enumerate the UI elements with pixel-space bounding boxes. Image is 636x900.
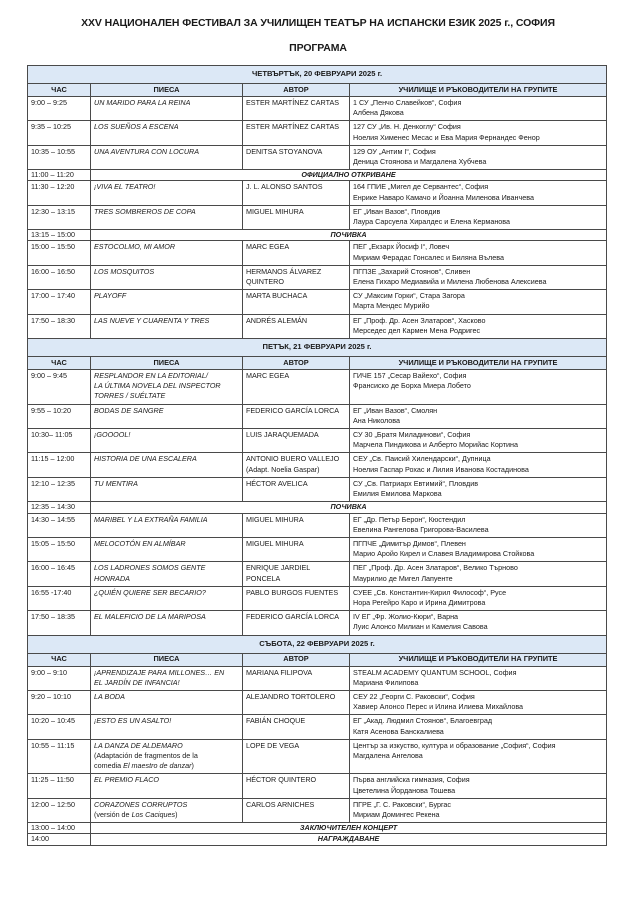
play-title-line: HISTORIA DE UNA ESCALERA	[94, 454, 197, 464]
event-row	[28, 834, 607, 845]
play-note-line: (Adaptación de fragmentos de la	[94, 750, 198, 760]
author-line: HERMANOS ÁLVAREZ	[246, 266, 322, 276]
play-title-line: EL PREMIO FLACO	[94, 775, 159, 785]
play-title-line: TU MENTIRA	[94, 478, 138, 488]
column-header-row	[28, 357, 607, 370]
program-table	[27, 65, 607, 846]
performance-row	[28, 97, 607, 121]
author-cell	[243, 205, 350, 229]
school-name: ПГПЗЕ „Захарий Стоянов“, Сливен	[353, 266, 471, 276]
performance-row	[28, 429, 607, 453]
play-cell	[91, 611, 243, 635]
time-cell: 16:00 – 16:50	[28, 265, 91, 289]
program-table-body	[28, 66, 607, 846]
play-title-line: ¡VIVA EL TEATRO!	[94, 182, 156, 192]
play-cell	[91, 404, 243, 428]
author-cell	[243, 739, 350, 774]
author-line: MIGUEL MIHURA	[246, 538, 304, 548]
play-cell	[91, 477, 243, 501]
school-name: СУЕЕ „Св. Константин-Кирил Философ“, Русе	[353, 587, 507, 597]
column-header-row	[28, 84, 607, 97]
time-cell: 15:00 – 15:50	[28, 241, 91, 265]
event-cell: НАГРАЖДАВАНЕ	[91, 834, 607, 845]
school-cell	[350, 97, 607, 121]
group-leaders: Енрике Наваро Камачо и Йоанна Миленова Иванчева	[353, 192, 534, 202]
performance-row	[28, 666, 607, 690]
school-name: ПГПЧЕ „Димитър Димов“, Плевен	[353, 538, 466, 548]
school-cell	[350, 145, 607, 169]
play-cell	[91, 205, 243, 229]
play-title-line: BODAS DE SANGRE	[94, 405, 164, 415]
group-leaders: Елена Гихаро Медиавийа и Милена Любенова Алексиева	[353, 277, 547, 287]
school-name: ГИЧЕ 157 „Сесар Вайехо“, София	[353, 371, 467, 381]
performance-row	[28, 181, 607, 205]
performance-row	[28, 611, 607, 635]
school-cell	[350, 715, 607, 739]
event-row	[28, 170, 607, 181]
author-line: J. L. ALONSO SANTOS	[246, 182, 323, 192]
author-line: DENITSA STOYANOVA	[246, 146, 323, 156]
time-cell: 9:00 – 9:45	[28, 370, 91, 405]
group-leaders: Луис Алонсо Милиан и Камелия Савова	[353, 622, 488, 632]
time-cell: 11:15 – 12:00	[28, 453, 91, 477]
school-name: Първа английска гимназия, София	[353, 775, 470, 785]
author-cell	[243, 181, 350, 205]
author-cell	[243, 241, 350, 265]
play-cell	[91, 739, 243, 774]
play-title-line: MELOCOTÓN EN ALMÍBAR	[94, 538, 186, 548]
group-leaders: Нора Регейро Каро и Ирина Димитрова	[353, 597, 486, 607]
time-cell: 9:35 – 10:25	[28, 121, 91, 145]
play-title-line: LA BODA	[94, 691, 125, 701]
school-cell	[350, 370, 607, 405]
performance-row	[28, 265, 607, 289]
author-cell	[243, 97, 350, 121]
author-cell	[243, 265, 350, 289]
school-name: СУ 30 „Братя Миладинови“, София	[353, 430, 471, 440]
play-note-text: (versión de	[94, 809, 132, 819]
author-line: ALEJANDRO TORTOLERO	[246, 691, 336, 701]
performance-row	[28, 145, 607, 169]
group-leaders: Цветелина Йорданова Тошева	[353, 785, 456, 795]
play-note-line	[94, 761, 239, 771]
school-cell	[350, 611, 607, 635]
play-cell	[91, 145, 243, 169]
play-cell	[91, 666, 243, 690]
play-cell	[91, 562, 243, 586]
play-title-line: LA ÚLTIMA NOVELA DEL INSPECTOR	[94, 381, 221, 391]
author-cell	[243, 477, 350, 501]
author-cell	[243, 562, 350, 586]
play-cell	[91, 537, 243, 561]
school-cell	[350, 477, 607, 501]
school-name: СУ „Св. Патриарх Евтимий“, Пловдив	[353, 478, 479, 488]
play-cell	[91, 121, 243, 145]
group-leaders: Албена Дякова	[353, 108, 404, 118]
author-line: ANDRÉS ALEMÁN	[246, 315, 308, 325]
school-cell	[350, 265, 607, 289]
performance-row	[28, 739, 607, 774]
school-name: 1 СУ „Пенчо Славейков“, София	[353, 98, 462, 107]
time-cell: 13:00 – 14:00	[28, 823, 91, 834]
school-cell	[350, 774, 607, 798]
play-cell	[91, 314, 243, 338]
column-header-author: АВТОР	[243, 357, 350, 370]
author-line: FEDERICO GARCÍA LORCA	[246, 612, 340, 622]
play-cell	[91, 513, 243, 537]
group-leaders: Емилия Емилова Маркова	[353, 489, 442, 499]
play-cell	[91, 181, 243, 205]
author-cell	[243, 404, 350, 428]
school-cell	[350, 429, 607, 453]
day-header-row	[28, 66, 607, 84]
performance-row	[28, 690, 607, 714]
time-cell: 11:25 – 11:50	[28, 774, 91, 798]
time-cell: 17:50 – 18:30	[28, 314, 91, 338]
school-cell	[350, 314, 607, 338]
play-cell	[91, 453, 243, 477]
performance-row	[28, 774, 607, 798]
event-row	[28, 823, 607, 834]
time-cell: 9:20 – 10:10	[28, 690, 91, 714]
play-cell	[91, 290, 243, 314]
column-header-time: ЧАС	[28, 357, 91, 370]
time-cell: 11:00 – 11:20	[28, 170, 91, 181]
play-cell	[91, 586, 243, 610]
performance-row	[28, 798, 607, 822]
author-cell	[243, 715, 350, 739]
day-label: СЪБОТА, 22 ФЕВРУАРИ 2025 г.	[28, 635, 607, 653]
play-cell	[91, 241, 243, 265]
author-line: HÉCTOR QUINTERO	[246, 775, 317, 785]
play-note-italic: Los Caciques	[131, 809, 176, 819]
author-cell	[243, 586, 350, 610]
column-header-play: ПИЕСА	[91, 653, 243, 666]
school-cell	[350, 513, 607, 537]
group-leaders: Франсиско де Борха Миера Лобето	[353, 381, 471, 391]
group-leaders: Марчела Пиндикова и Алберто Морийас Кортина	[353, 440, 518, 450]
author-cell	[243, 453, 350, 477]
performance-row	[28, 477, 607, 501]
school-name: ПЕГ „Проф. Др. Асен Златаров“, Велико Търново	[353, 563, 518, 573]
school-cell	[350, 666, 607, 690]
school-cell	[350, 205, 607, 229]
column-header-author: АВТОР	[243, 653, 350, 666]
document-subtitle: ПРОГРАМА	[289, 42, 347, 54]
column-header-school: УЧИЛИЩЕ И РЪКОВОДИТЕЛИ НА ГРУПИТЕ	[350, 653, 607, 666]
play-cell	[91, 774, 243, 798]
time-cell: 12:00 – 12:50	[28, 798, 91, 822]
performance-row	[28, 241, 607, 265]
day-header-row	[28, 339, 607, 357]
school-name: ЕГ „Акад. Людмил Стоянов“, Благоевград	[353, 716, 493, 726]
performance-row	[28, 513, 607, 537]
author-line: PABLO BURGOS FUENTES	[246, 587, 339, 597]
play-note-text: )	[175, 809, 178, 819]
school-name: ПГРЕ „Г. С. Раковски“, Бургас	[353, 799, 452, 809]
column-header-time: ЧАС	[28, 653, 91, 666]
group-leaders: Ноелия Гаспар Рохас и Лилия Иванова Костадинова	[353, 464, 529, 474]
play-cell	[91, 715, 243, 739]
time-cell: 11:30 – 12:20	[28, 181, 91, 205]
performance-row	[28, 453, 607, 477]
column-header-time: ЧАС	[28, 84, 91, 97]
play-title-line: LA DANZA DE ALDEMARO	[94, 740, 183, 750]
author-line: LUIS JARAQUEMADA	[246, 430, 319, 440]
school-name: ЕГ „Др. Петър Берон“, Кюстендил	[353, 514, 466, 524]
performance-row	[28, 562, 607, 586]
day-header-row	[28, 635, 607, 653]
time-cell: 10:30– 11:05	[28, 429, 91, 453]
author-line: LOPE DE VEGA	[246, 740, 300, 750]
author-cell	[243, 798, 350, 822]
school-name: Център за изкуство, култура и образование „София“, София	[353, 740, 556, 750]
play-cell	[91, 690, 243, 714]
school-cell	[350, 121, 607, 145]
author-cell	[243, 429, 350, 453]
author-cell	[243, 537, 350, 561]
school-name: СЕУ 22 „Георги С. Раковски“, София	[353, 691, 475, 701]
school-name: СЕУ „Св. Паисий Хилендарски“, Дупница	[353, 454, 491, 464]
performance-row	[28, 586, 607, 610]
day-label: ПЕТЪК, 21 ФЕВРУАРИ 2025 г.	[28, 339, 607, 357]
group-leaders: Марио Аройо Кирел и Славея Владимирова Стойкова	[353, 549, 535, 559]
column-header-school: УЧИЛИЩЕ И РЪКОВОДИТЕЛИ НА ГРУПИТЕ	[350, 357, 607, 370]
play-title-line: LOS SUEÑOS A ESCENA	[94, 122, 179, 132]
play-title-line: UNA AVENTURA CON LOCURA	[94, 146, 200, 156]
author-cell	[243, 666, 350, 690]
group-leaders: Ана Николова	[353, 415, 401, 425]
event-row	[28, 230, 607, 241]
author-line: MARC EGEA	[246, 371, 290, 381]
author-cell	[243, 370, 350, 405]
play-title-line: LOS MOSQUITOS	[94, 266, 155, 276]
group-leaders: Мариана Филипова	[353, 677, 419, 687]
group-leaders: Ноелия Хименес Месас и Ева Мария Фернандес Фенор	[353, 132, 540, 142]
performance-row	[28, 314, 607, 338]
school-cell	[350, 290, 607, 314]
author-cell	[243, 314, 350, 338]
group-leaders: Мириам Домингес Рекена	[353, 809, 440, 819]
author-line: MIGUEL MIHURA	[246, 206, 304, 216]
time-cell: 15:05 – 15:50	[28, 537, 91, 561]
author-line: MARIANA FILIPOVA	[246, 667, 313, 677]
school-cell	[350, 798, 607, 822]
author-line: ANTONIO BUERO VALLEJO	[246, 454, 340, 464]
time-cell: 13:15 – 15:00	[28, 230, 91, 241]
school-name: 164 ГПИЕ „Мигел де Сервантес“, София	[353, 182, 489, 192]
time-cell: 17:00 – 17:40	[28, 290, 91, 314]
column-header-play: ПИЕСА	[91, 357, 243, 370]
performance-row	[28, 205, 607, 229]
school-cell	[350, 404, 607, 428]
performance-row	[28, 121, 607, 145]
column-header-play: ПИЕСА	[91, 84, 243, 97]
play-title-line: EL JARDÍN DE INFANCIA!	[94, 677, 180, 687]
group-leaders: Марта Мендес Мурийо	[353, 301, 430, 311]
time-cell: 12:10 – 12:35	[28, 477, 91, 501]
play-note-italic: El maestro de danzar	[123, 761, 192, 771]
author-line: ENRIQUE JARDIEL	[246, 563, 311, 573]
school-cell	[350, 562, 607, 586]
play-note-line	[94, 810, 239, 820]
author-cell	[243, 774, 350, 798]
play-title-line: ¡APRENDIZAJE PARA MILLONES… EN	[94, 667, 225, 677]
time-cell: 17:50 – 18:35	[28, 611, 91, 635]
play-title-line: MARIBEL Y LA EXTRAÑA FAMILIA	[94, 514, 208, 524]
group-leaders: Евелина Рангелова Григорова-Василева	[353, 524, 489, 534]
author-cell	[243, 513, 350, 537]
day-label: ЧЕТВЪРТЪК, 20 ФЕВРУАРИ 2025 г.	[28, 66, 607, 84]
event-row	[28, 502, 607, 513]
time-cell: 10:20 – 10:45	[28, 715, 91, 739]
play-note-text: comedia	[94, 761, 124, 771]
author-line: PONCELA	[246, 573, 281, 583]
play-title-line: CORAZONES CORRUPTOS	[94, 799, 188, 809]
author-line: MARC EGEA	[246, 242, 290, 252]
school-cell	[350, 453, 607, 477]
author-line: CARLOS ARNICHES	[246, 799, 315, 809]
group-leaders: Лаура Сарсуела Хиралдес и Елена Керманова	[353, 217, 511, 227]
author-cell	[243, 611, 350, 635]
group-leaders: Мириам Ферадас Гонсалес и Биляна Вълева	[353, 252, 504, 262]
document-title: XXV НАЦИОНАЛЕН ФЕСТИВАЛ ЗА УЧИЛИЩЕН ТЕАТЪР НА ИСПАНСКИ ЕЗИК 2025 г., СОФИЯ	[81, 17, 555, 29]
time-cell: 9:55 – 10:20	[28, 404, 91, 428]
school-cell	[350, 537, 607, 561]
event-cell: ПОЧИВКА	[91, 230, 607, 241]
group-leaders: Хавиер Алонсо Перес и Илина Илиева Михайлова	[353, 702, 524, 712]
performance-row	[28, 537, 607, 561]
school-name: СУ „Максим Горки“, Стара Загора	[353, 291, 465, 301]
author-line: QUINTERO	[246, 277, 284, 287]
time-cell: 12:35 – 14:30	[28, 502, 91, 513]
column-header-author: АВТОР	[243, 84, 350, 97]
school-name: ПЕГ „Екзарх Йосиф I“, Ловеч	[353, 242, 450, 252]
author-line: HÉCTOR AVELICA	[246, 478, 308, 488]
author-line: ESTER MARTÍNEZ CARTAS	[246, 98, 340, 107]
performance-row	[28, 290, 607, 314]
school-cell	[350, 739, 607, 774]
school-cell	[350, 690, 607, 714]
school-name: ЕГ „Иван Вазов“, Смолян	[353, 405, 438, 415]
play-title-line: EL MALEFICIO DE LA MARIPOSA	[94, 612, 206, 622]
play-title-line: TRES SOMBREROS DE COPA	[94, 206, 196, 216]
column-header-school: УЧИЛИЩЕ И РЪКОВОДИТЕЛИ НА ГРУПИТЕ	[350, 84, 607, 97]
time-cell: 9:00 – 9:10	[28, 666, 91, 690]
play-title-line: LAS NUEVE Y CUARENTA Y TRES	[94, 315, 210, 325]
time-cell: 10:55 – 11:15	[28, 739, 91, 774]
author-cell	[243, 145, 350, 169]
school-name: 127 СУ „Ив. Н. Денкоглу“ София	[353, 122, 461, 132]
time-cell: 10:35 – 10:55	[28, 145, 91, 169]
group-leaders: Мерседес дел Кармен Мена Родригес	[353, 325, 481, 335]
group-leaders: Маурилио де Мигел Лапуенте	[353, 573, 453, 583]
time-cell: 12:30 – 13:15	[28, 205, 91, 229]
play-cell	[91, 429, 243, 453]
author-line: FABIÁN CHOQUE	[246, 716, 306, 726]
time-cell: 9:00 – 9:25	[28, 97, 91, 121]
author-cell	[243, 121, 350, 145]
school-cell	[350, 586, 607, 610]
author-line: (Adapt. Noelia Gaspar)	[246, 464, 320, 474]
author-line: MIGUEL MIHURA	[246, 514, 304, 524]
play-title-line: UN MARIDO PARA LA REINA	[94, 98, 191, 107]
time-cell: 14:30 – 14:55	[28, 513, 91, 537]
play-cell	[91, 97, 243, 121]
play-title-line: ¡ESTO ES UN ASALTO!	[94, 716, 172, 726]
time-cell: 14:00	[28, 834, 91, 845]
event-cell: ПОЧИВКА	[91, 502, 607, 513]
play-note-text: )	[191, 761, 194, 771]
time-cell: 16:55 -17:40	[28, 586, 91, 610]
school-name: IV ЕГ „Фр. Жолио-Кюри“, Варна	[353, 612, 459, 622]
author-line: FEDERICO GARCÍA LORCA	[246, 405, 340, 415]
author-line: MARTA BUCHACA	[246, 291, 308, 301]
play-cell	[91, 798, 243, 822]
play-title-line: ¿QUIÉN QUIERE SER BECARIO?	[94, 587, 206, 597]
event-cell: ОФИЦИАЛНО ОТКРИВАНЕ	[91, 170, 607, 181]
time-cell: 16:00 – 16:45	[28, 562, 91, 586]
event-cell: ЗАКЛЮЧИТЕЛЕН КОНЦЕРТ	[91, 823, 607, 834]
performance-row	[28, 370, 607, 405]
group-leaders: Катя Асенова Банскалиева	[353, 726, 444, 736]
play-title-line: ¡GOOOOL!	[94, 430, 131, 440]
author-cell	[243, 290, 350, 314]
performance-row	[28, 715, 607, 739]
school-name: ЕГ „Иван Вазов“, Пловдив	[353, 206, 441, 216]
group-leaders: Деница Стоянова и Магдалена Хубчева	[353, 157, 487, 167]
play-cell	[91, 370, 243, 405]
performance-row	[28, 404, 607, 428]
play-title-line: LOS LADRONES SOMOS GENTE	[94, 563, 206, 573]
author-line: ESTER MARTÍNEZ CARTAS	[246, 122, 340, 132]
author-cell	[243, 690, 350, 714]
group-leaders: Магдалена Ангелова	[353, 750, 423, 760]
column-header-row	[28, 653, 607, 666]
school-name: STEALM ACADEMY QUANTUM SCHOOL, София	[353, 667, 517, 677]
school-cell	[350, 241, 607, 265]
play-cell	[91, 265, 243, 289]
play-title-line: ESTOCOLMO, MI AMOR	[94, 242, 176, 252]
play-title-line: TORRES / SUÉLTATE	[94, 391, 166, 401]
school-name: 129 ОУ „Антим I“, София	[353, 146, 436, 156]
play-title-line: RESPLANDOR EN LA EDITORIAL/	[94, 371, 208, 381]
school-cell	[350, 181, 607, 205]
school-name: ЕГ „Проф. Др. Асен Златаров“, Хасково	[353, 315, 486, 325]
play-title-line: PLAYOFF	[94, 291, 127, 301]
play-title-line: HONRADA	[94, 573, 130, 583]
